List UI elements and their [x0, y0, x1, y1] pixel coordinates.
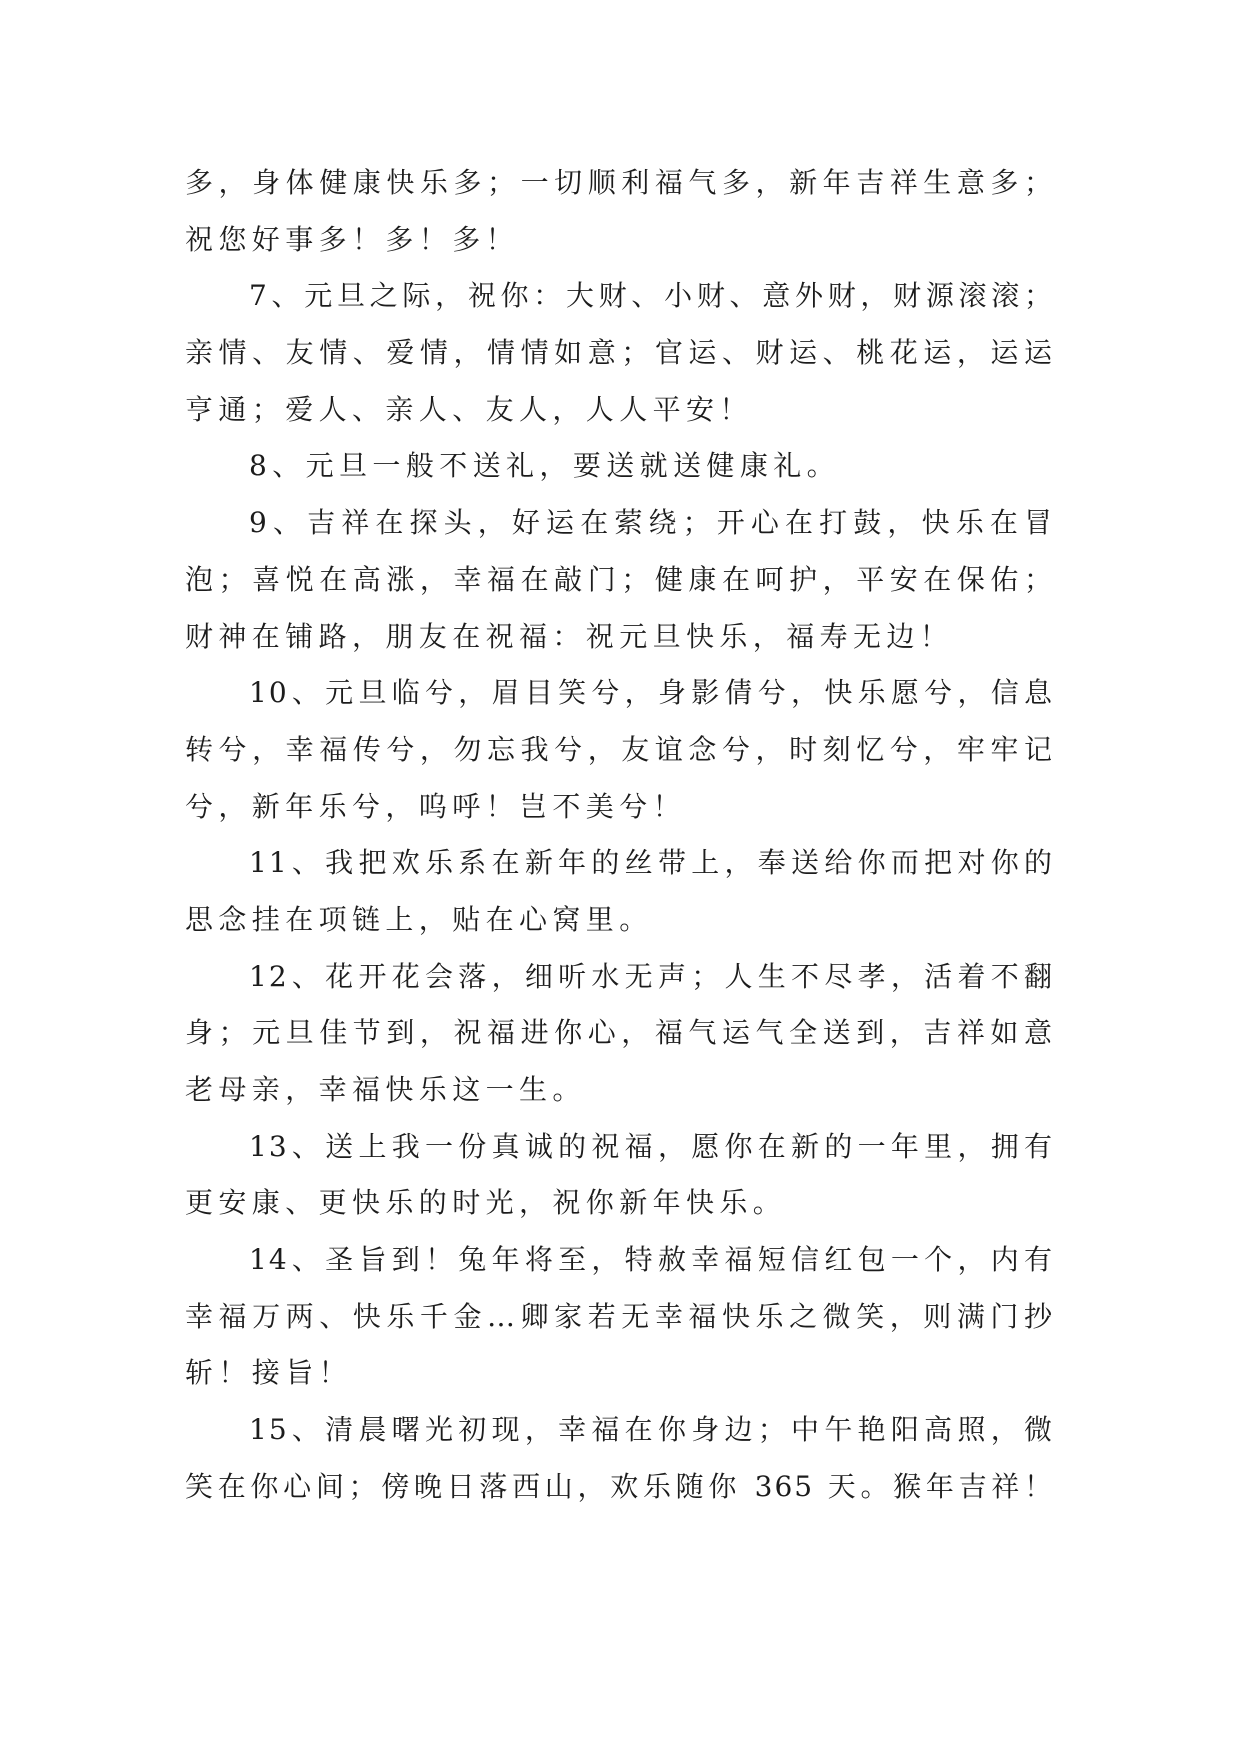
text-line: 幸福万两、快乐千金…卿家若无幸福快乐之微笑，则满门抄 [185, 1299, 1054, 1333]
paragraph-12 [185, 949, 1054, 1119]
text-line: 转兮，幸福传兮，勿忘我兮，友谊念兮，时刻忆兮，牢牢记 [185, 732, 1054, 766]
text-line: 7、元旦之际，祝你：大财、小财、意外财，财源滚滚； [249, 279, 1054, 313]
paragraph-11 [185, 835, 1054, 948]
text-line: 笑在你心间；傍晚日落西山，欢乐随你 365 天。猴年吉祥！ [185, 1469, 1054, 1503]
text-line: 12、花开花会落，细听水无声；人生不尽孝，活着不翻 [249, 959, 1054, 993]
paragraph-10 [185, 665, 1054, 835]
text-line: 老母亲，幸福快乐这一生。 [185, 1073, 586, 1106]
text-line: 11、我把欢乐系在新年的丝带上，奉送给你而把对你的 [249, 846, 1054, 880]
paragraph-8 [185, 438, 1054, 495]
text-line: 10、元旦临兮，眉目笑兮，身影倩兮，快乐愿兮，信息 [249, 676, 1054, 710]
text-line: 8、元旦一般不送礼，要送就送健康礼。 [249, 449, 841, 483]
paragraph-continued [185, 155, 1054, 268]
text-line: 13、送上我一份真诚的祝福，愿你在新的一年里，拥有 [249, 1129, 1054, 1163]
paragraph-7 [185, 268, 1054, 438]
paragraph-14 [185, 1232, 1054, 1402]
text-line: 泡；喜悦在高涨，幸福在敲门；健康在呵护，平安在保佑； [185, 562, 1054, 596]
text-line: 兮，新年乐兮，呜呼！岂不美兮！ [185, 789, 687, 823]
paragraph-13 [185, 1119, 1054, 1232]
text-line: 思念挂在项链上，贴在心窝里。 [185, 902, 653, 936]
text-line: 14、圣旨到！兔年将至，特赦幸福短信红包一个，内有 [249, 1243, 1054, 1277]
text-line: 祝您好事多！多！多！ [185, 222, 520, 256]
text-line: 多，身体健康快乐多；一切顺利福气多，新年吉祥生意多； [185, 166, 1054, 199]
text-line: 身；元旦佳节到，祝福进你心，福气运气全送到，吉祥如意 [185, 1016, 1054, 1050]
text-line: 9、吉祥在探头，好运在萦绕；开心在打鼓，快乐在冒 [249, 506, 1054, 540]
text-line: 财神在铺路，朋友在祝福：祝元旦快乐，福寿无边！ [185, 619, 954, 653]
paragraph-9 [185, 495, 1054, 665]
text-line: 亨通；爱人、亲人、友人，人人平安！ [185, 392, 753, 426]
text-line: 亲情、友情、爱情，情情如意；官运、财运、桃花运，运运 [185, 336, 1054, 370]
text-line: 15、清晨曙光初现，幸福在你身边；中午艳阳高照，微 [249, 1413, 1054, 1447]
text-line: 更安康、更快乐的时光，祝你新年快乐。 [185, 1186, 787, 1220]
document-body [185, 155, 1054, 1516]
paragraph-15 [185, 1402, 1054, 1515]
text-line: 斩！接旨！ [185, 1356, 353, 1390]
